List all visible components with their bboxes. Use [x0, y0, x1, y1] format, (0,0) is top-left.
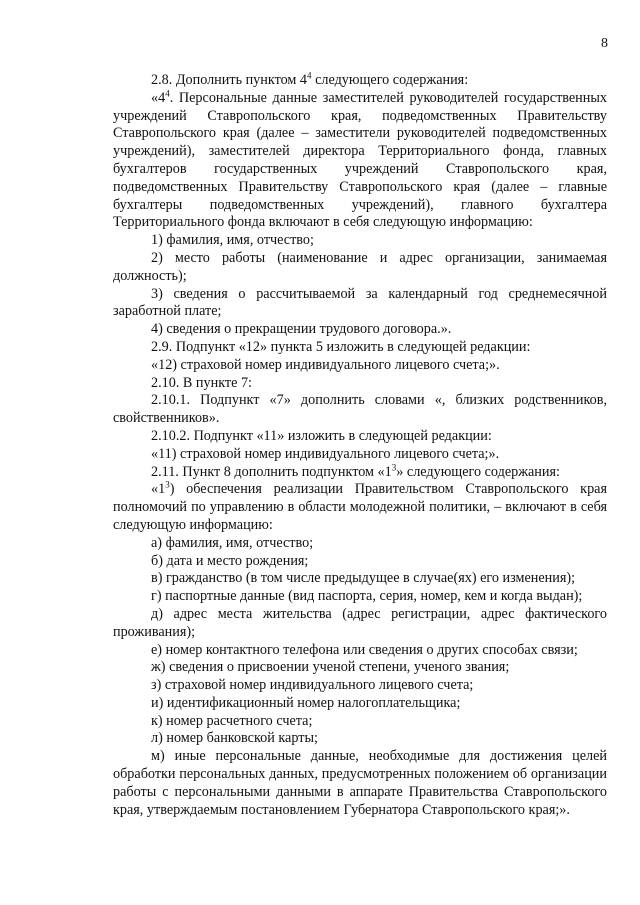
- list-item-zh: ж) сведения о присвоении ученой степени, ученого звания;: [151, 659, 510, 676]
- list-item-z: з) страховой номер индивидуального лицевого счета;: [151, 677, 474, 694]
- paragraph-2-9-text: «12) страховой номер индивидуального лицевого счета;».: [151, 356, 500, 373]
- list-item-2: 2) место работы (наименование и адрес организации, занимаемая должность);: [113, 249, 607, 284]
- list-item-4: 4) сведения о прекращении трудового договора.».: [151, 321, 452, 338]
- list-item-g: г) паспортные данные (вид паспорта, серия, номер, кем и когда выдан);: [151, 588, 583, 605]
- paragraph-2-10-2: 2.10.2. Подпункт «11» изложить в следующей редакции:: [151, 427, 492, 444]
- list-item-v: в) гражданство (в том числе предыдущее в случае(ях) его изменения);: [151, 570, 576, 587]
- paragraph-1-3: «$1^3$) обеспечения реализации Правительством Ставропольского края полномочий по управлению в области молодежной политики, – включают в себя следующую информацию:: [113, 479, 607, 533]
- paragraph-4-4: «$4^4$. Персональные данные заместителей руководителей государственных учреждений Ставропольского края, подведомственных Правительству Ставропольского края (далее – заместители руководителей подведомственных учреждений), заместителей директора Территориального фонда, главных бухгалтеров государственных учреждений Ставропольского края, подведомственных Правительству Ставропольского края (далее – главные бухгалтеры подведомственных учреждений), главного бухгалтера Территориального фонда включают в себя следующую информацию:: [113, 88, 607, 231]
- paragraph-2-10-2-text: «11) страховой номер индивидуального лицевого счета;».: [151, 445, 500, 462]
- list-item-1: 1) фамилия, имя, отчество;: [151, 232, 314, 249]
- list-item-a: а) фамилия, имя, отчество;: [151, 534, 314, 551]
- list-item-e: е) номер контактного телефона или сведения о других способах связи;: [151, 641, 578, 658]
- list-item-3: 3) сведения о рассчитываемой за календарный год среднемесячной заработной плате;: [113, 285, 607, 320]
- list-item-i: и) идентификационный номер налогоплательщика;: [151, 694, 461, 711]
- list-item-m: м) иные персональные данные, необходимые для достижения целей обработки персональных данных, предусмотренных положением об организации работы с персональными данными в аппарате Правительства Ставропольского края, утверждаемым постановлением Губернатора Ставропольского края;».: [113, 748, 607, 818]
- paragraph-2-8: 2.8. Дополнить пунктом $4^4$ следующего содержания:: [151, 70, 469, 88]
- list-item-d: д) адрес места жительства (адрес регистрации, адрес фактического проживания);: [113, 605, 607, 640]
- paragraph-2-11: 2.11. Пункт 8 дополнить подпунктом «$1^3$» следующего содержания:: [151, 461, 560, 480]
- page-number: 8: [601, 36, 608, 51]
- list-item-k: к) номер расчетного счета;: [151, 712, 313, 729]
- paragraph-2-10-1: 2.10.1. Подпункт «7» дополнить словами «, близких родственников, свойственников».: [113, 392, 607, 427]
- paragraph-2-9: 2.9. Подпункт «12» пункта 5 изложить в следующей редакции:: [151, 338, 531, 355]
- list-item-b: б) дата и место рождения;: [151, 552, 309, 569]
- document-body: [113, 72, 607, 819]
- paragraph-2-10: 2.10. В пункте 7:: [151, 374, 252, 391]
- list-item-l: л) номер банковской карты;: [151, 730, 318, 747]
